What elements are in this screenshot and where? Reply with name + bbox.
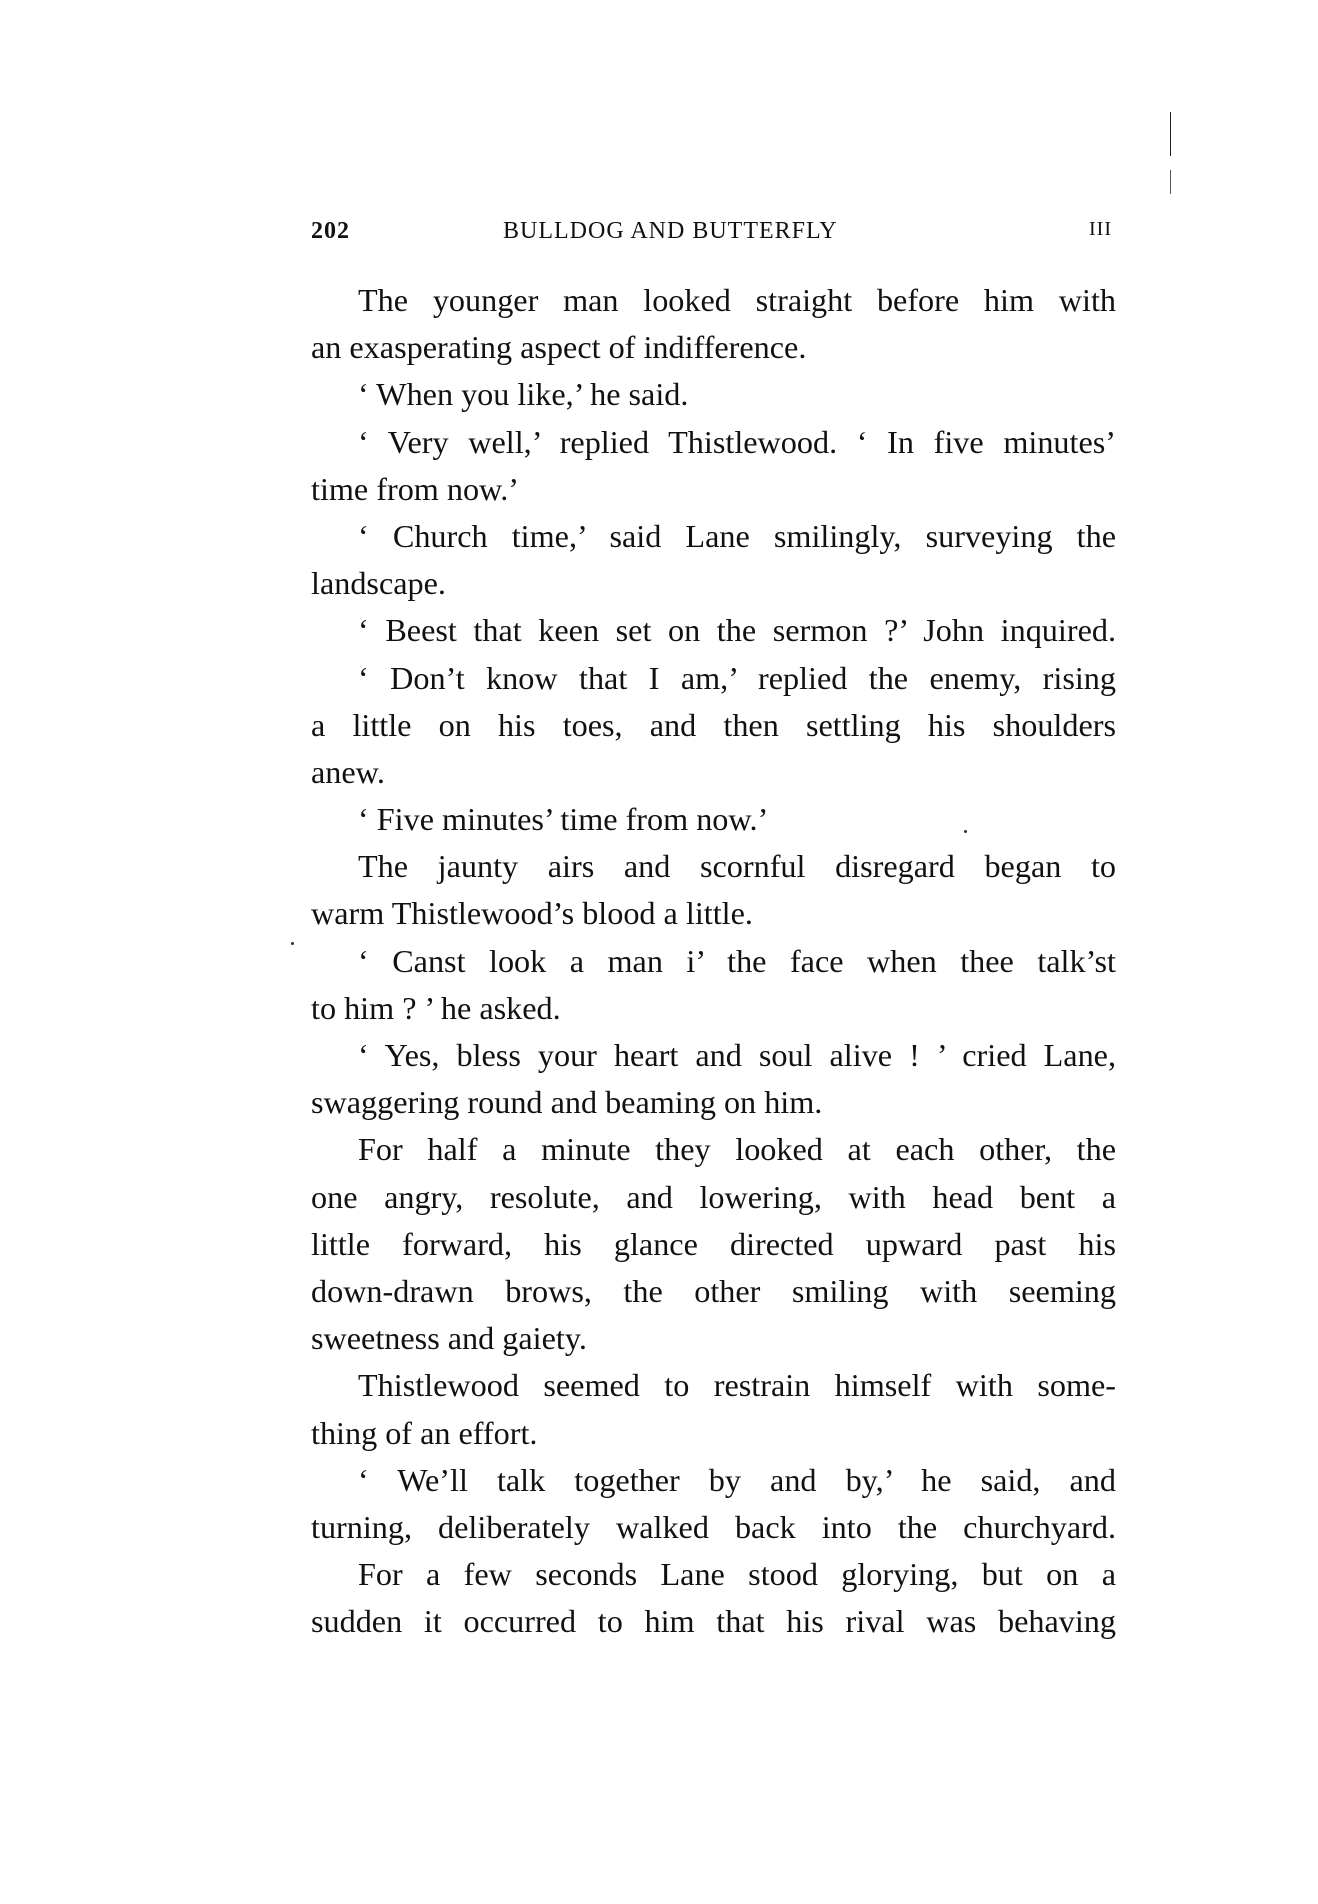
text-line: warm Thistlewood’s blood a little. xyxy=(311,895,753,932)
text-line: a little on his toes, and then settling his shoulders xyxy=(311,706,1116,743)
chapter-number: III xyxy=(1089,218,1112,240)
text-line: down-drawn brows, the other smiling with seeming xyxy=(311,1272,1116,1309)
running-title: BULLDOG AND BUTTERFLY xyxy=(503,218,838,244)
text-line: sudden it occurred to him that his rival was behaving xyxy=(311,1603,1116,1640)
text-line: one angry, resolute, and lowering, with head bent a xyxy=(311,1178,1116,1215)
text-line: turning, deliberately walked back into the churchyard. xyxy=(311,1508,1116,1545)
text-line: landscape. xyxy=(311,565,446,602)
print-speck xyxy=(291,942,294,945)
text-line: ‘ Church time,’ said Lane smilingly, surveying the xyxy=(358,517,1116,554)
text-line: time from now.’ xyxy=(311,470,519,507)
text-line: The younger man looked straight before him with xyxy=(358,282,1116,318)
text-line: For a few seconds Lane stood glorying, but on a xyxy=(358,1556,1116,1593)
body-text xyxy=(311,277,1116,1645)
margin-mark-bottom xyxy=(1170,170,1171,194)
text-line: The jaunty airs and scornful disregard began to xyxy=(358,848,1116,885)
print-speck xyxy=(964,830,967,833)
text-line: ‘ Don’t know that I am,’ replied the enemy, rising xyxy=(358,659,1116,696)
text-line: swaggering round and beaming on him. xyxy=(311,1084,823,1121)
text-line: sweetness and gaiety. xyxy=(311,1320,587,1357)
page-number: 202 xyxy=(311,218,350,244)
running-header xyxy=(311,218,1116,250)
text-line: little forward, his glance directed upward past his xyxy=(311,1225,1116,1262)
text-line: anew. xyxy=(311,753,385,790)
text-line: ‘ Canst look a man i’ the face when thee talk’st xyxy=(358,942,1116,979)
margin-mark-top xyxy=(1170,112,1171,156)
text-line: ‘ When you like,’ he said. xyxy=(358,376,689,413)
text-line: Thistlewood seemed to restrain himself with some- xyxy=(358,1367,1116,1404)
text-line: an exasperating aspect of indifference. xyxy=(311,329,807,366)
text-line: thing of an effort. xyxy=(311,1414,538,1451)
text-line: ‘ We’ll talk together by and by,’ he said, and xyxy=(358,1461,1116,1498)
text-line: For half a minute they looked at each other, the xyxy=(358,1131,1116,1168)
text-line: to him ? ’ he asked. xyxy=(311,989,561,1026)
text-line: ‘ Yes, bless your heart and soul alive ! ’ cried Lane, xyxy=(358,1037,1116,1073)
text-line: ‘ Beest that keen set on the sermon ?’ John inquired. xyxy=(358,612,1116,649)
text-line: ‘ Five minutes’ time from now.’ xyxy=(358,801,769,838)
text-line: ‘ Very well,’ replied Thistlewood. ‘ In five minutes’ xyxy=(358,423,1116,460)
